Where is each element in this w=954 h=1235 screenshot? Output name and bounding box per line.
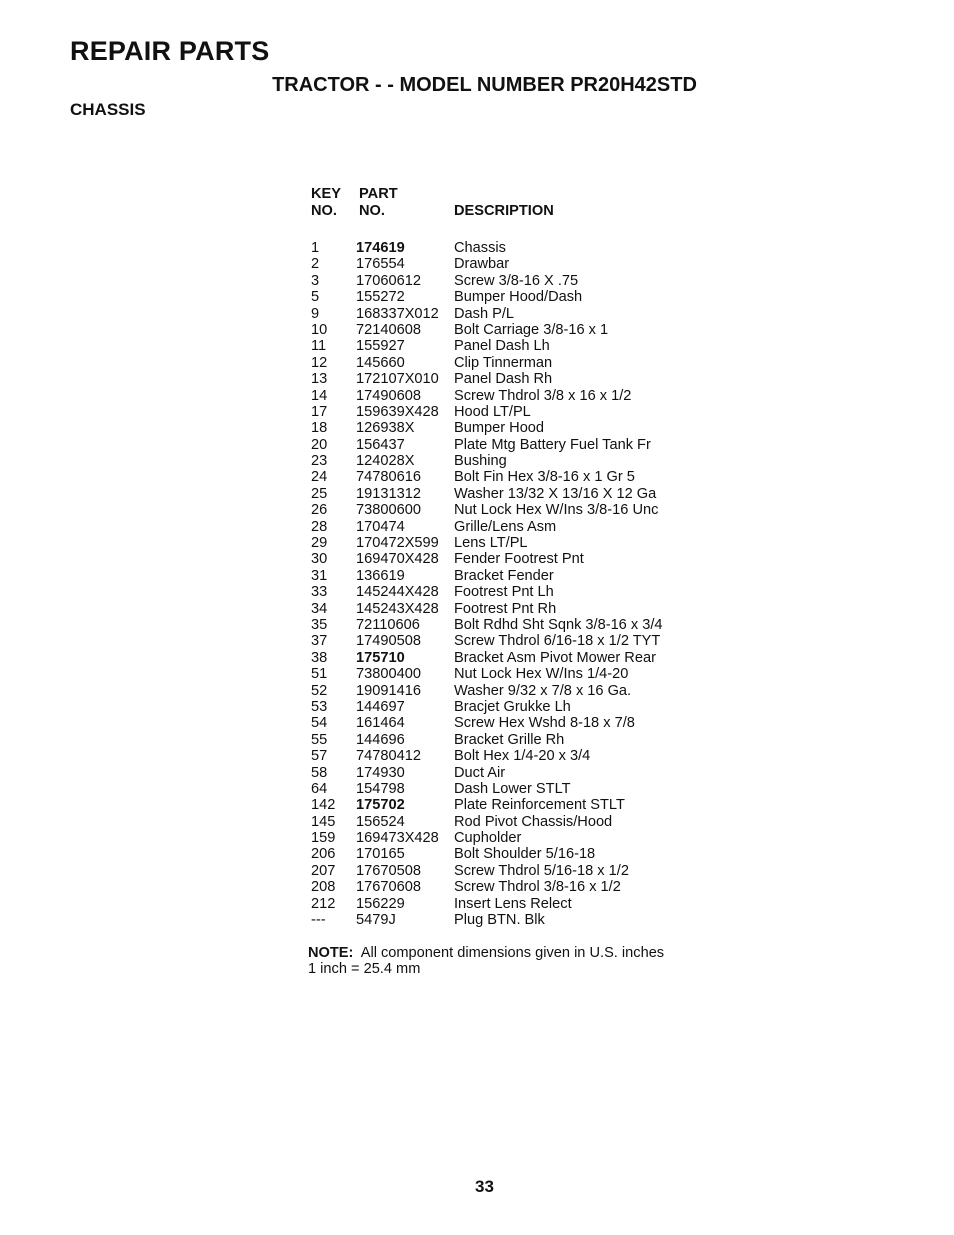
key-number: 10 (311, 321, 328, 338)
part-number: 145660 (356, 354, 405, 371)
section-heading: CHASSIS (70, 100, 146, 119)
note (308, 945, 664, 977)
key-number: 20 (311, 436, 328, 453)
part-number: 172107X010 (356, 371, 439, 388)
part-number: 144696 (356, 731, 405, 748)
part-description: Bracket Fender (454, 567, 554, 584)
part-description: Washer 9/32 x 7/8 x 16 Ga. (454, 682, 632, 699)
part-description: Bolt Fin Hex 3/8-16 x 1 Gr 5 (454, 469, 635, 486)
part-number: 161464 (356, 715, 405, 732)
part-description: Panel Dash Lh (454, 338, 550, 355)
key-number: 207 (311, 862, 336, 879)
part-description: Plate Reinforcement STLT (454, 797, 625, 814)
part-description: Washer 13/32 X 13/16 X 12 Ga (454, 485, 657, 502)
part-description: Footrest Pnt Rh (454, 600, 557, 617)
part-description: Duct Air (454, 764, 506, 781)
key-number: 212 (311, 895, 336, 912)
part-number: 168337X012 (356, 305, 439, 322)
key-number: 33 (311, 584, 328, 601)
key-number: 51 (311, 666, 328, 683)
part-number: 145243X428 (356, 600, 439, 617)
part-description: Plug BTN. Blk (454, 912, 545, 929)
description-header: DESCRIPTION (454, 203, 554, 219)
key-number: 1 (311, 240, 320, 256)
part-number: 72140608 (356, 321, 421, 338)
part-number: 73800600 (356, 502, 421, 519)
part-description: Grille/Lens Asm (454, 518, 557, 535)
part-number: 156524 (356, 813, 405, 830)
part-description: Dash Lower STLT (454, 780, 571, 797)
part-number: 170472X599 (356, 535, 439, 552)
part-header-line2: NO. (359, 203, 385, 219)
part-description: Bracjet Grukke Lh (454, 698, 571, 715)
key-number: 29 (311, 535, 328, 552)
part-number: 155272 (356, 289, 405, 306)
part-description: Lens LT/PL (454, 535, 528, 552)
part-description: Screw Hex Wshd 8-18 x 7/8 (454, 715, 635, 732)
part-description: Drawbar (454, 256, 510, 273)
key-number: 58 (311, 764, 328, 781)
part-number: 170474 (356, 518, 405, 535)
part-number: 136619 (356, 567, 405, 584)
key-number: 30 (311, 551, 328, 568)
part-number: 73800400 (356, 666, 421, 683)
part-header-line1: PART (359, 186, 398, 202)
part-description: Bushing (454, 453, 507, 470)
note-label: NOTE: (308, 945, 354, 961)
key-number: 34 (311, 600, 328, 617)
note-conversion: 1 inch = 25.4 mm (308, 961, 421, 977)
part-number: 169473X428 (356, 830, 439, 847)
part-description: Footrest Pnt Lh (454, 584, 554, 601)
part-number: 5479J (356, 912, 396, 929)
key-number: 55 (311, 731, 328, 748)
part-description: Bolt Hex 1/4-20 x 3/4 (454, 748, 591, 765)
key-number: 64 (311, 780, 328, 797)
part-description: Plate Mtg Battery Fuel Tank Fr (454, 436, 651, 453)
part-description: Nut Lock Hex W/Ins 3/8-16 Unc (454, 502, 659, 519)
part-description: Bolt Carriage 3/8-16 x 1 (454, 321, 609, 338)
note-text: All component dimensions given in U.S. inches (360, 945, 665, 961)
part-number: 174619 (356, 240, 405, 256)
part-description: Bracket Grille Rh (454, 731, 565, 748)
key-number: 11 (311, 338, 327, 355)
key-number: 145 (311, 813, 336, 830)
key-number: 54 (311, 715, 328, 732)
key-number: --- (311, 912, 326, 929)
part-number: 126938X (356, 420, 415, 437)
part-description: Insert Lens Relect (454, 895, 572, 912)
part-number: 156437 (356, 436, 405, 453)
key-number: 38 (311, 649, 328, 666)
part-description: Bolt Rdhd Sht Sqnk 3/8-16 x 3/4 (454, 616, 663, 633)
part-number: 145244X428 (356, 584, 439, 601)
key-number: 57 (311, 748, 328, 765)
part-description: Screw Thdrol 5/16-18 x 1/2 (454, 862, 629, 879)
part-number: 144697 (356, 698, 405, 715)
part-number: 175710 (356, 649, 405, 666)
part-description: Fender Footrest Pnt (454, 551, 584, 568)
part-description: Screw Thdrol 6/16-18 x 1/2 TYT (454, 633, 661, 650)
key-number: 31 (311, 567, 328, 584)
part-number: 19131312 (356, 485, 421, 502)
part-number: 124028X (356, 453, 415, 470)
part-description: Chassis (454, 240, 506, 256)
part-description: Dash P/L (454, 305, 515, 322)
key-number: 28 (311, 518, 328, 535)
part-number: 169470X428 (356, 551, 439, 568)
part-description: Hood LT/PL (454, 403, 531, 420)
part-number: 174930 (356, 764, 405, 781)
key-number: 24 (311, 469, 328, 486)
part-number: 156229 (356, 895, 405, 912)
key-number: 23 (311, 453, 328, 470)
key-number: 142 (311, 797, 336, 814)
part-description: Rod Pivot Chassis/Hood (454, 813, 613, 830)
part-description: Screw 3/8-16 X .75 (454, 272, 579, 289)
part-description: Bolt Shoulder 5/16-18 (454, 846, 596, 863)
key-number: 18 (311, 420, 328, 437)
part-number: 176554 (356, 256, 405, 273)
part-description: Panel Dash Rh (454, 371, 553, 388)
part-number: 17670608 (356, 879, 421, 896)
key-number: 12 (311, 354, 328, 371)
key-number: 37 (311, 633, 328, 650)
key-number: 13 (311, 371, 328, 388)
part-number: 74780412 (356, 748, 421, 765)
key-number: 3 (311, 272, 320, 289)
part-description: Cupholder (454, 830, 522, 847)
key-number: 35 (311, 616, 328, 633)
page-title: REPAIR PARTS (70, 36, 270, 66)
part-description: Bumper Hood (454, 420, 545, 437)
key-number: 25 (311, 485, 328, 502)
part-description: Nut Lock Hex W/Ins 1/4-20 (454, 666, 629, 683)
part-description: Clip Tinnerman (454, 354, 553, 371)
key-number: 2 (311, 256, 320, 273)
part-number: 72110606 (356, 616, 420, 633)
part-number: 74780616 (356, 469, 421, 486)
model-subtitle: TRACTOR - - MODEL NUMBER PR20H42STD (272, 74, 697, 96)
part-number: 17490608 (356, 387, 421, 404)
key-number: 5 (311, 289, 320, 306)
key-number: 159 (311, 830, 336, 847)
part-number: 154798 (356, 780, 405, 797)
part-description: Screw Thdrol 3/8 x 16 x 1/2 (454, 387, 632, 404)
part-number: 170165 (356, 846, 405, 863)
key-number: 17 (311, 403, 328, 420)
key-header-line1: KEY (311, 186, 342, 202)
part-number: 17490508 (356, 633, 421, 650)
key-number: 53 (311, 698, 328, 715)
key-number: 26 (311, 502, 328, 519)
key-number: 14 (311, 387, 328, 404)
part-description: Bracket Asm Pivot Mower Rear (454, 649, 656, 666)
key-number: 9 (311, 305, 320, 322)
part-number: 155927 (356, 338, 405, 355)
part-number: 175702 (356, 797, 405, 814)
key-number: 52 (311, 682, 328, 699)
part-number: 159639X428 (356, 403, 439, 420)
part-description: Bumper Hood/Dash (454, 289, 583, 306)
key-number: 208 (311, 879, 336, 896)
key-header-line2: NO. (311, 203, 337, 219)
key-number: 206 (311, 846, 336, 863)
part-number: 17060612 (356, 272, 421, 289)
part-number: 17670508 (356, 862, 421, 879)
part-description: Screw Thdrol 3/8-16 x 1/2 (454, 879, 621, 896)
part-number: 19091416 (356, 682, 421, 699)
page-number: 33 (475, 1177, 494, 1196)
